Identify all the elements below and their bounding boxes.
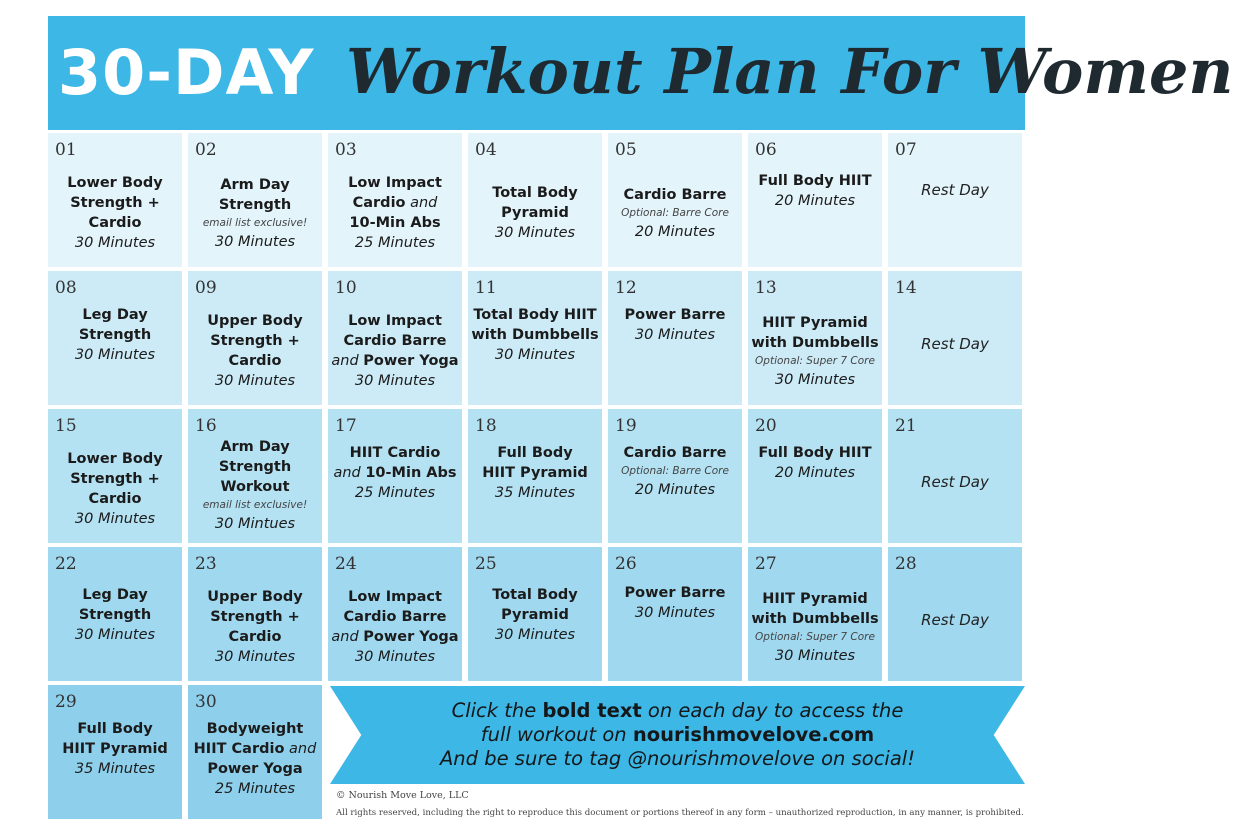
workout-duration: 30 Minutes bbox=[214, 373, 296, 389]
day-number: 05 bbox=[615, 140, 637, 160]
workout-title[interactable]: Pyramid bbox=[501, 205, 569, 221]
day-number: 26 bbox=[615, 554, 637, 574]
day-number: 18 bbox=[475, 416, 497, 436]
workout-title[interactable]: Low Impact bbox=[348, 175, 442, 191]
workout-note: Optional: Super 7 Core bbox=[755, 630, 875, 643]
connector-text: and bbox=[333, 465, 366, 481]
workout-title-mixed[interactable] bbox=[353, 193, 438, 213]
workout-title[interactable]: Strength + bbox=[210, 609, 300, 625]
day-cell-20[interactable] bbox=[748, 409, 882, 543]
workout-duration: 30 Minutes bbox=[634, 327, 716, 343]
day-cell-26[interactable] bbox=[608, 547, 742, 681]
workout-title[interactable]: HIIT Cardio bbox=[193, 741, 285, 757]
workout-duration: 30 Minutes bbox=[494, 627, 576, 643]
workout-title[interactable]: Strength bbox=[78, 327, 152, 343]
rights-text: All rights reserved, including the right to reproduce this document or portions thereof in any form – unauthorized reproduction, in any manner, is prohibited. bbox=[336, 808, 1024, 818]
workout-title[interactable]: Full Body HIIT bbox=[758, 173, 872, 189]
workout-duration: 30 Minutes bbox=[494, 225, 576, 241]
workout-title[interactable]: Power Barre bbox=[624, 585, 726, 601]
day-number: 19 bbox=[615, 416, 637, 436]
workout-title[interactable]: Cardio Barre bbox=[623, 186, 727, 203]
workout-title[interactable]: Cardio bbox=[88, 491, 142, 507]
workout-title[interactable]: Cardio bbox=[228, 353, 282, 369]
workout-title[interactable]: Power Barre bbox=[624, 307, 726, 323]
workout-title[interactable]: Strength bbox=[218, 458, 292, 475]
day-cell-21 bbox=[888, 409, 1022, 543]
workout-duration: 30 Minutes bbox=[494, 347, 576, 363]
day-cell-11[interactable] bbox=[468, 271, 602, 405]
day-number: 11 bbox=[475, 278, 497, 298]
day-cell-14 bbox=[888, 271, 1022, 405]
workout-duration: 20 Minutes bbox=[634, 482, 716, 498]
day-cell-18[interactable] bbox=[468, 409, 602, 543]
workout-duration: 35 Minutes bbox=[494, 485, 576, 501]
day-cell-25[interactable] bbox=[468, 547, 602, 681]
day-cell-29[interactable] bbox=[48, 685, 182, 819]
workout-duration: 35 Minutes bbox=[74, 761, 156, 777]
instruction-line-3: And be sure to tag @nourishmovelove on social! bbox=[439, 747, 916, 770]
day-cell-06[interactable] bbox=[748, 133, 882, 267]
workout-note: Optional: Barre Core bbox=[621, 206, 729, 219]
day-cell-10[interactable] bbox=[328, 271, 462, 405]
workout-title[interactable]: Full Body HIIT bbox=[758, 445, 872, 461]
workout-title[interactable]: with Dumbbells bbox=[751, 610, 879, 627]
workout-title[interactable]: Power Yoga bbox=[207, 761, 303, 777]
workout-title-mixed[interactable] bbox=[194, 739, 317, 759]
day-cell-16[interactable] bbox=[188, 409, 322, 543]
day-number: 21 bbox=[895, 416, 917, 436]
title-workout-plan: Workout Plan For Women bbox=[346, 35, 1234, 108]
workout-title[interactable]: with Dumbbells bbox=[471, 327, 599, 343]
day-number: 23 bbox=[195, 554, 217, 574]
workout-title[interactable]: Arm Day bbox=[220, 176, 290, 193]
day-number: 15 bbox=[55, 416, 77, 436]
workout-title[interactable]: Total Body HIIT bbox=[473, 307, 597, 323]
workout-duration: 30 Minutes bbox=[74, 627, 156, 643]
workout-duration: 25 Minutes bbox=[354, 485, 436, 501]
day-number: 12 bbox=[615, 278, 637, 298]
workout-title[interactable]: HIIT Pyramid bbox=[762, 590, 868, 607]
day-cell-13[interactable] bbox=[748, 271, 882, 405]
rest-day-label: Rest Day bbox=[921, 335, 989, 353]
instruction-line-2 bbox=[481, 723, 874, 747]
day-number: 30 bbox=[195, 692, 217, 712]
workout-title[interactable]: Cardio Barre bbox=[343, 609, 447, 625]
workout-title[interactable]: Total Body bbox=[492, 185, 578, 201]
workout-title[interactable]: Strength bbox=[78, 607, 152, 623]
workout-title[interactable]: Upper Body bbox=[207, 589, 303, 605]
workout-title[interactable]: Leg Day bbox=[82, 587, 148, 603]
workout-title[interactable]: Workout bbox=[220, 478, 290, 495]
workout-title[interactable]: HIIT Pyramid bbox=[762, 314, 868, 331]
website-link[interactable]: nourishmovelove.com bbox=[632, 723, 875, 746]
rest-day-label: Rest Day bbox=[921, 611, 989, 629]
workout-duration: 25 Minutes bbox=[354, 235, 436, 251]
workout-title[interactable]: 10-Min Abs bbox=[349, 215, 441, 231]
day-number: 22 bbox=[55, 554, 77, 574]
day-cell-04[interactable] bbox=[468, 133, 602, 267]
day-number: 29 bbox=[55, 692, 77, 712]
workout-title[interactable]: Lower Body bbox=[67, 175, 163, 191]
day-number: 17 bbox=[335, 416, 357, 436]
rest-day-label: Rest Day bbox=[921, 181, 989, 199]
day-cell-30[interactable] bbox=[188, 685, 322, 819]
workout-title[interactable]: Cardio Barre bbox=[623, 445, 727, 461]
workout-title[interactable]: Cardio bbox=[352, 195, 406, 211]
workout-title[interactable]: Bodyweight bbox=[206, 721, 304, 737]
workout-title[interactable]: HIIT Pyramid bbox=[62, 741, 168, 757]
workout-duration: 20 Minutes bbox=[774, 193, 856, 209]
day-cell-02[interactable] bbox=[188, 133, 322, 267]
workout-title-mixed[interactable] bbox=[331, 627, 458, 647]
day-cell-07 bbox=[888, 133, 1022, 267]
workout-title[interactable]: HIIT Cardio bbox=[349, 445, 441, 461]
connector-text: and bbox=[405, 195, 438, 211]
workout-duration: 20 Minutes bbox=[774, 465, 856, 481]
workout-duration: 30 Mintues bbox=[214, 515, 296, 532]
day-number: 02 bbox=[195, 140, 217, 160]
instruction-text-part: Click the bbox=[451, 699, 543, 722]
workout-note: Optional: Barre Core bbox=[621, 465, 729, 477]
workout-title-mixed[interactable] bbox=[333, 463, 456, 483]
rest-day-label: Rest Day bbox=[921, 473, 989, 491]
day-number: 14 bbox=[895, 278, 917, 298]
connector-text: and bbox=[331, 629, 364, 645]
workout-title[interactable]: Strength + bbox=[70, 195, 160, 211]
day-number: 09 bbox=[195, 278, 217, 298]
day-cell-23[interactable] bbox=[188, 547, 322, 681]
workout-duration: 30 Minutes bbox=[214, 649, 296, 665]
workout-duration: 30 Minutes bbox=[74, 347, 156, 363]
day-number: 04 bbox=[475, 140, 497, 160]
day-number: 27 bbox=[755, 554, 777, 574]
workout-note: Optional: Super 7 Core bbox=[755, 354, 875, 367]
workout-title[interactable]: HIIT Pyramid bbox=[482, 465, 588, 481]
workout-duration: 30 Minutes bbox=[74, 511, 156, 527]
instruction-text bbox=[330, 686, 1025, 784]
instruction-line-1 bbox=[452, 699, 904, 723]
day-number: 06 bbox=[755, 140, 777, 160]
workout-title[interactable]: Arm Day bbox=[220, 438, 290, 455]
workout-title[interactable]: Strength + bbox=[210, 333, 300, 349]
workout-duration: 30 Minutes bbox=[774, 647, 856, 664]
day-number: 16 bbox=[195, 416, 217, 436]
workout-title-mixed[interactable] bbox=[331, 351, 458, 371]
workout-duration: 30 Minutes bbox=[74, 235, 156, 251]
day-number: 10 bbox=[335, 278, 357, 298]
workout-title[interactable]: Lower Body bbox=[67, 451, 163, 467]
workout-title[interactable]: Cardio Barre bbox=[343, 333, 447, 349]
workout-title[interactable]: Strength bbox=[218, 196, 292, 213]
day-number: 25 bbox=[475, 554, 497, 574]
workout-duration: 20 Minutes bbox=[634, 223, 716, 240]
workout-title[interactable]: 10-Min Abs bbox=[365, 465, 457, 481]
workout-duration: 25 Minutes bbox=[214, 781, 296, 797]
connector-text: and bbox=[331, 353, 364, 369]
instruction-text-part: full workout on bbox=[480, 723, 633, 746]
workout-title[interactable]: Cardio bbox=[88, 215, 142, 231]
copyright-text: © Nourish Move Love, LLC bbox=[336, 790, 469, 801]
day-number: 24 bbox=[335, 554, 357, 574]
workout-title[interactable]: Power Yoga bbox=[363, 629, 459, 645]
workout-title[interactable]: Power Yoga bbox=[363, 353, 459, 369]
workout-title[interactable]: Strength + bbox=[70, 471, 160, 487]
workout-title[interactable]: Pyramid bbox=[501, 607, 569, 623]
workout-title[interactable]: Low Impact bbox=[348, 589, 442, 605]
workout-title[interactable]: Full Body bbox=[77, 721, 153, 737]
workout-duration: 30 Minutes bbox=[354, 649, 436, 665]
day-cell-15[interactable] bbox=[48, 409, 182, 543]
connector-text: and bbox=[284, 741, 317, 757]
workout-title[interactable]: Upper Body bbox=[207, 313, 303, 329]
workout-duration: 30 Minutes bbox=[774, 371, 856, 388]
workout-title[interactable]: Cardio bbox=[228, 629, 282, 645]
day-number: 03 bbox=[335, 140, 357, 160]
day-cell-19[interactable] bbox=[608, 409, 742, 543]
day-cell-24[interactable] bbox=[328, 547, 462, 681]
title-30-day: 30-DAY bbox=[58, 36, 315, 109]
day-cell-17[interactable] bbox=[328, 409, 462, 543]
workout-title[interactable]: Low Impact bbox=[348, 313, 442, 329]
day-cell-27[interactable] bbox=[748, 547, 882, 681]
workout-title[interactable]: Full Body bbox=[497, 445, 573, 461]
workout-duration: 30 Minutes bbox=[214, 233, 296, 250]
day-cell-28 bbox=[888, 547, 1022, 681]
day-number: 08 bbox=[55, 278, 77, 298]
workout-title[interactable]: Total Body bbox=[492, 587, 578, 603]
instruction-bold-text: bold text bbox=[542, 699, 642, 722]
day-cell-09[interactable] bbox=[188, 271, 322, 405]
workout-duration: 30 Minutes bbox=[354, 373, 436, 389]
day-number: 13 bbox=[755, 278, 777, 298]
day-number: 07 bbox=[895, 140, 917, 160]
header-banner bbox=[48, 16, 1234, 130]
day-number: 28 bbox=[895, 554, 917, 574]
day-cell-05[interactable] bbox=[608, 133, 742, 267]
day-cell-08[interactable] bbox=[48, 271, 182, 405]
day-number: 20 bbox=[755, 416, 777, 436]
workout-note: email list exclusive! bbox=[202, 216, 308, 229]
workout-note: email list exclusive! bbox=[202, 498, 308, 511]
workout-title[interactable]: Leg Day bbox=[82, 307, 148, 323]
workout-duration: 30 Minutes bbox=[634, 605, 716, 621]
workout-title[interactable]: with Dumbbells bbox=[751, 334, 879, 351]
day-cell-01[interactable] bbox=[48, 133, 182, 267]
instruction-text-part: on each day to access the bbox=[641, 699, 904, 722]
day-cell-03[interactable] bbox=[328, 133, 462, 267]
day-cell-12[interactable] bbox=[608, 271, 742, 405]
day-cell-22[interactable] bbox=[48, 547, 182, 681]
day-number: 01 bbox=[55, 140, 77, 160]
